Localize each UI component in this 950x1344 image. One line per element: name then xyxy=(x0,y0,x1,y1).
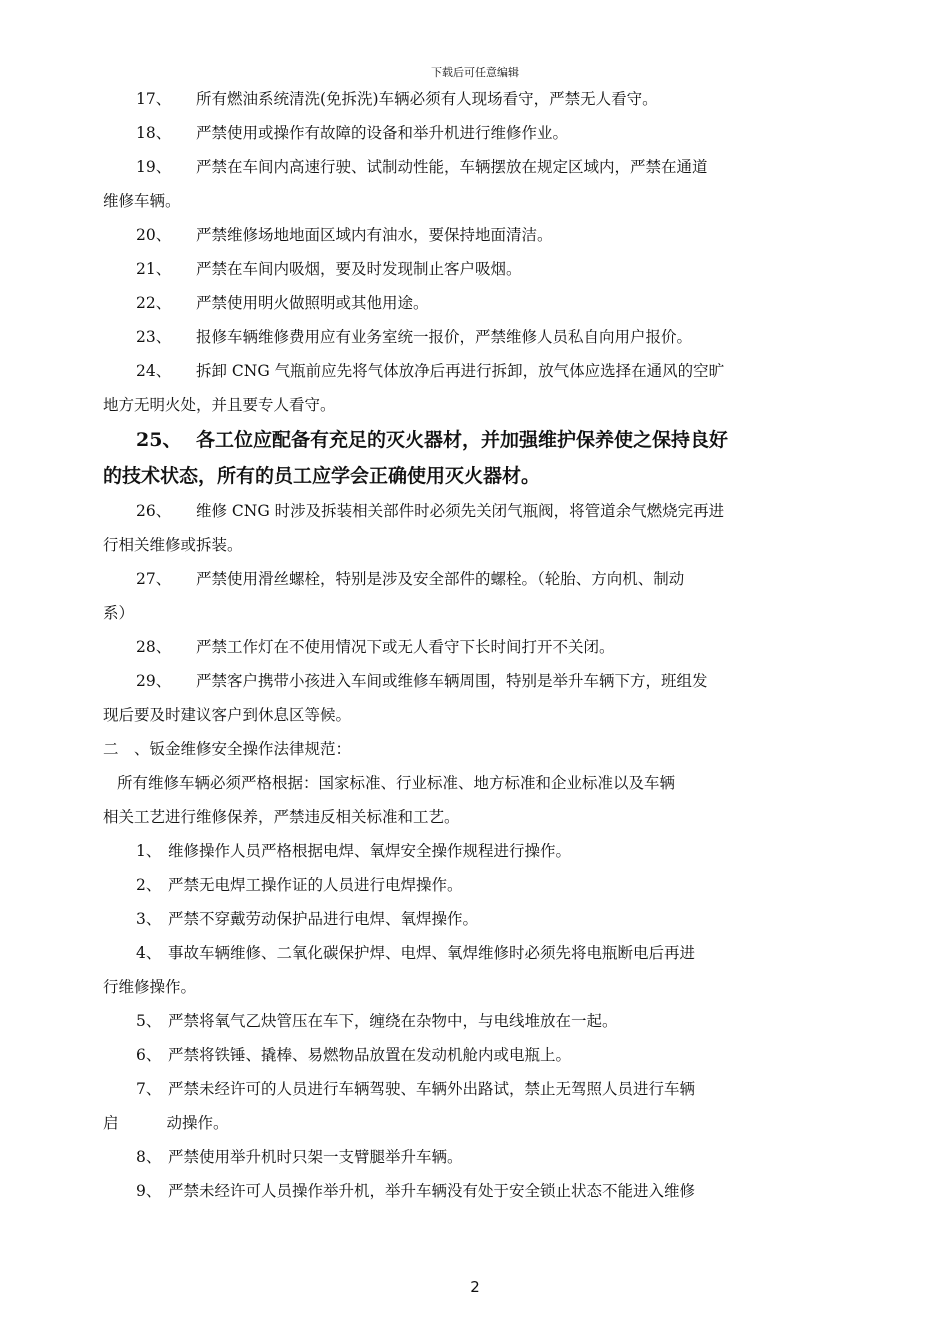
list-item: 20、 严禁维修场地地面区域内有油水，要保持地面清洁。 xyxy=(136,226,553,244)
section-title: 二 、钣金维修安全操作法律规范： xyxy=(103,740,352,758)
rule-item: 4、 事故车辆维修、二氧化碳保护焊、电焊、氧焊维修时必须先将电瓶断电后再进 xyxy=(136,944,696,962)
page-header: 下载后可任意编辑 xyxy=(431,66,519,79)
list-item: 21、 严禁在车间内吸烟，要及时发现制止客户吸烟。 xyxy=(136,260,522,278)
list-item: 18、 严禁使用或操作有故障的设备和举升机进行维修作业。 xyxy=(136,124,569,142)
list-item-continuation: 的技术状态，所有的员工应学会正确使用灭火器材。 xyxy=(103,465,541,487)
list-item-continuation: 现后要及时建议客户到休息区等候。 xyxy=(103,706,352,724)
section-intro: 所有维修车辆必须严格根据：国家标准、行业标准、地方标准和企业标准以及车辆 xyxy=(117,774,676,792)
rule-item: 9、 严禁未经许可人员操作举升机，举升车辆没有处于安全锁止状态不能进入维修 xyxy=(136,1182,696,1200)
list-item: 23、 报修车辆维修费用应有业务室统一报价，严禁维修人员私自向用户报价。 xyxy=(136,328,693,346)
rule-item: 2、 严禁无电焊工操作证的人员进行电焊操作。 xyxy=(136,876,463,894)
rule-item: 3、 严禁不穿戴劳动保护品进行电焊、氧焊操作。 xyxy=(136,910,479,928)
list-item: 28、 严禁工作灯在不使用情况下或无人看守下长时间打开不关闭。 xyxy=(136,638,615,656)
list-item: 17、 所有燃油系统清洗(免拆洗)车辆必须有人现场看守，严禁无人看守。 xyxy=(136,90,658,108)
rule-item: 6、 严禁将铁锤、撬棒、易燃物品放置在发动机舱内或电瓶上。 xyxy=(136,1046,572,1064)
list-item: 19、 严禁在车间内高速行驶、试制动性能，车辆摆放在规定区域内，严禁在通道 xyxy=(136,158,708,176)
rule-item: 1、 维修操作人员严格根据电焊、氧焊安全操作规程进行操作。 xyxy=(136,842,572,860)
list-item: 25、 各工位应配备有充足的灭火器材，并加强维护保养使之保持良好 xyxy=(136,429,729,451)
list-item: 26、 维修 CNG 时涉及拆装相关部件时必须先关闭气瓶阀，将管道余气燃烧完再进 xyxy=(136,502,725,520)
list-item: 22、 严禁使用明火做照明或其他用途。 xyxy=(136,294,429,312)
list-item-continuation: 维修车辆。 xyxy=(103,192,181,210)
rule-item: 5、 严禁将氧气乙炔管压在车下，缠绕在杂物中，与电线堆放在一起。 xyxy=(136,1012,618,1030)
list-item-continuation: 系） xyxy=(103,604,135,622)
document-body xyxy=(103,82,838,1208)
section-intro-continuation: 相关工艺进行维修保养，严禁违反相关标准和工艺。 xyxy=(103,808,460,826)
list-item-continuation: 地方无明火处，并且要专人看守。 xyxy=(103,396,336,414)
rule-item: 7、 严禁未经许可的人员进行车辆驾驶、车辆外出路试，禁止无驾照人员进行车辆 xyxy=(136,1080,696,1098)
rule-item: 8、 严禁使用举升机时只架一支臂腿举升车辆。 xyxy=(136,1148,463,1166)
rule-item-continuation: 启 动操作。 xyxy=(103,1114,229,1132)
page-number: 2 xyxy=(470,1278,480,1296)
list-item-continuation: 行相关维修或拆装。 xyxy=(103,536,243,554)
list-item: 27、 严禁使用滑丝螺栓，特别是涉及安全部件的螺栓。（轮胎、方向机、制动 xyxy=(136,570,685,588)
list-item: 24、 拆卸 CNG 气瓶前应先将气体放净后再进行拆卸，放气体应选择在通风的空旷 xyxy=(136,362,725,380)
list-item: 29、 严禁客户携带小孩进入车间或维修车辆周围，特别是举升车辆下方，班组发 xyxy=(136,672,708,690)
rule-item-continuation: 行维修操作。 xyxy=(103,978,197,996)
